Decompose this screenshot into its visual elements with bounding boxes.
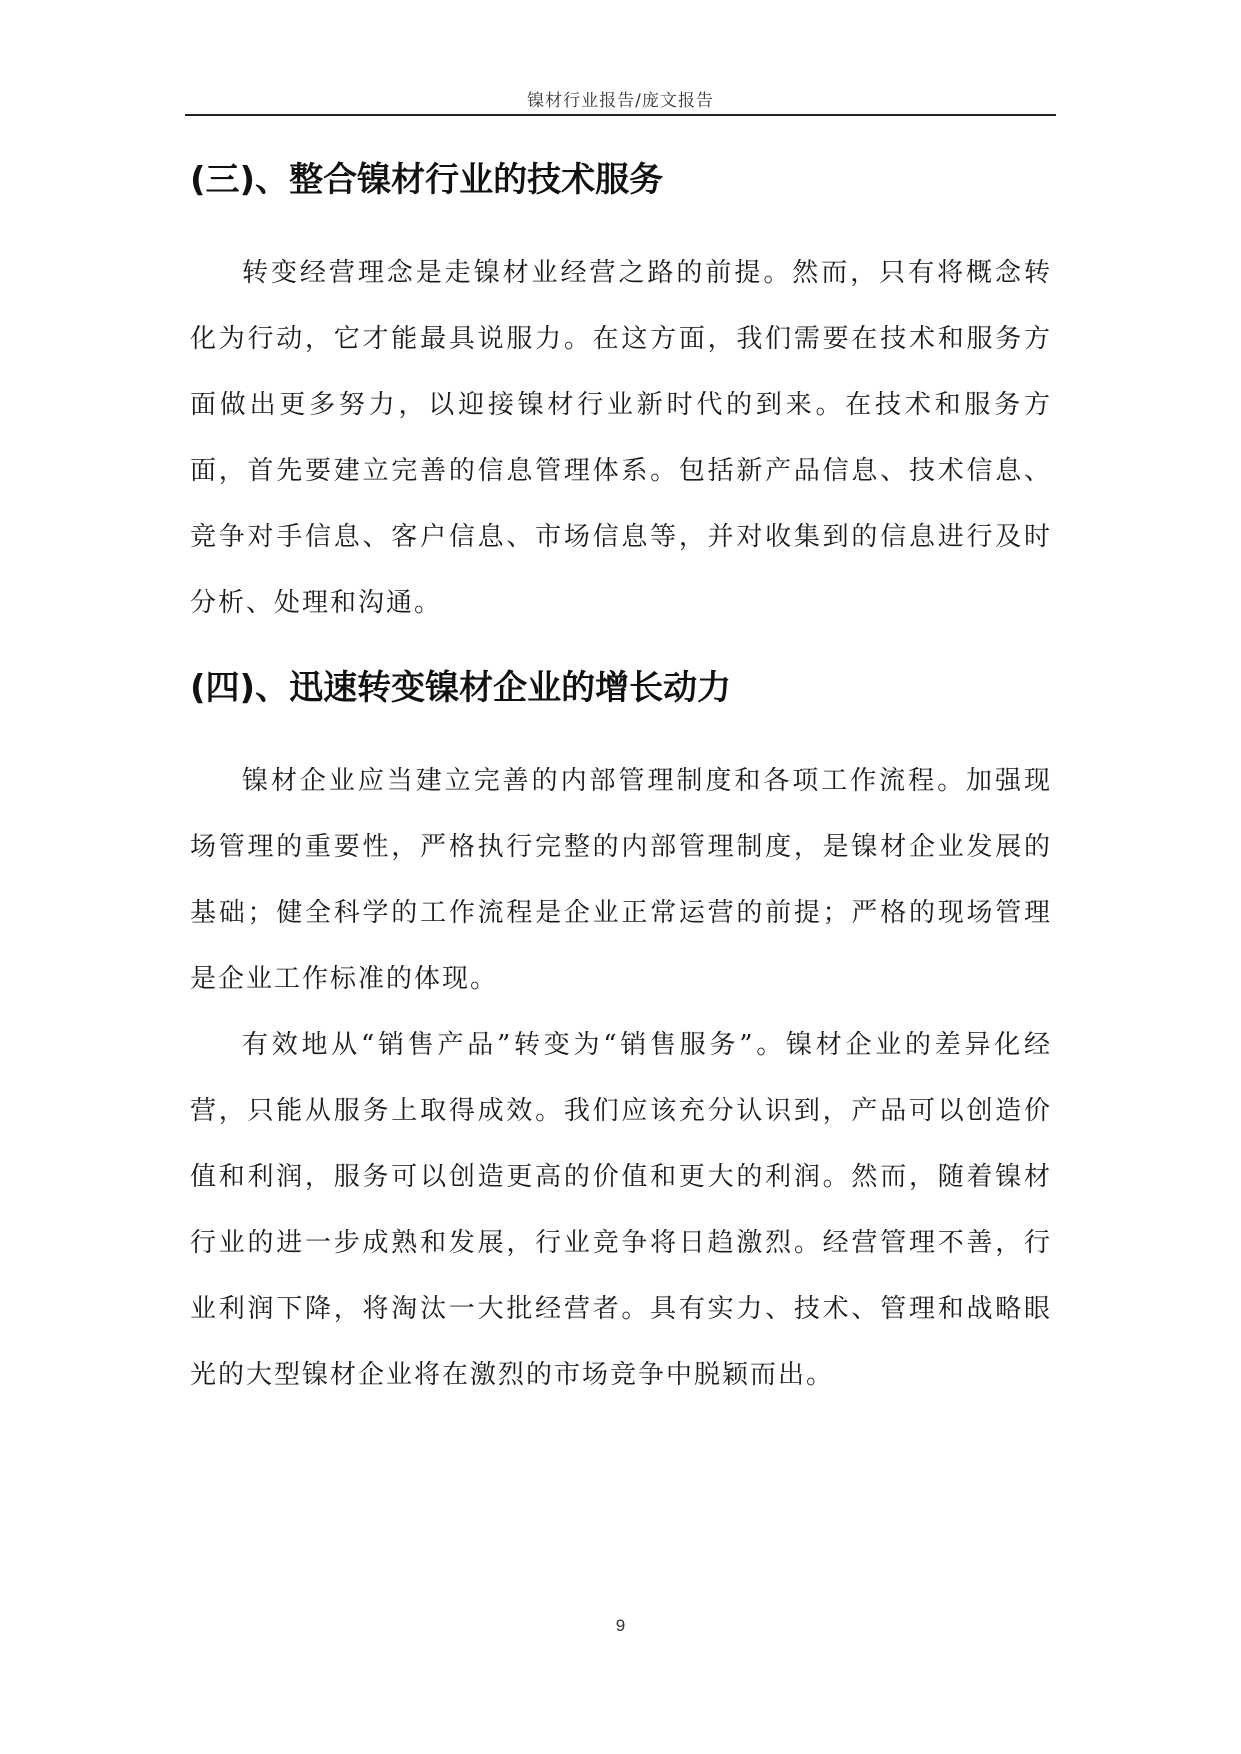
document-body <box>190 150 1052 1408</box>
body-paragraph: 有效地从“销售产品”转变为“销售服务”。镍材企业的差异化经营，只能从服务上取得成效。我们应该充分认识到，产品可以创造价值和利润，服务可以创造更高的价值和更大的利润。然而，随着镍材行业的进一步成熟和发展，行业竞争将日趋激烈。经营管理不善，行业利润下降，将淘汰一大批经营者。具有实力、技术、管理和战略眼光的大型镍材企业将在激烈的市场竞争中脱颖而出。 <box>190 1030 1052 1390</box>
section-heading: (四)、迅速转变镍材企业的增长动力 <box>190 668 732 708</box>
body-paragraph: 转变经营理念是走镍材业经营之路的前提。然而，只有将概念转化为行动，它才能最具说服力。在这方面，我们需要在技术和服务方面做出更多努力，以迎接镍材行业新时代的到来。在技术和服务方面，首先要建立完善的信息管理体系。包括新产品信息、技术信息、竞争对手信息、客户信息、市场信息等，并对收集到的信息进行及时分析、处理和沟通。 <box>190 258 1052 618</box>
body-paragraph: 镍材企业应当建立完善的内部管理制度和各项工作流程。加强现场管理的重要性，严格执行完整的内部管理制度，是镍材企业发展的基础；健全科学的工作流程是企业正常运营的前提；严格的现场管理是企业工作标准的体现。 <box>190 766 1052 994</box>
page-number: 9 <box>615 1616 626 1635</box>
section-heading: (三)、整合镍材行业的技术服务 <box>190 160 664 200</box>
header-divider <box>185 114 1056 116</box>
running-header: 镍材行业报告/庞文报告 <box>527 91 714 111</box>
